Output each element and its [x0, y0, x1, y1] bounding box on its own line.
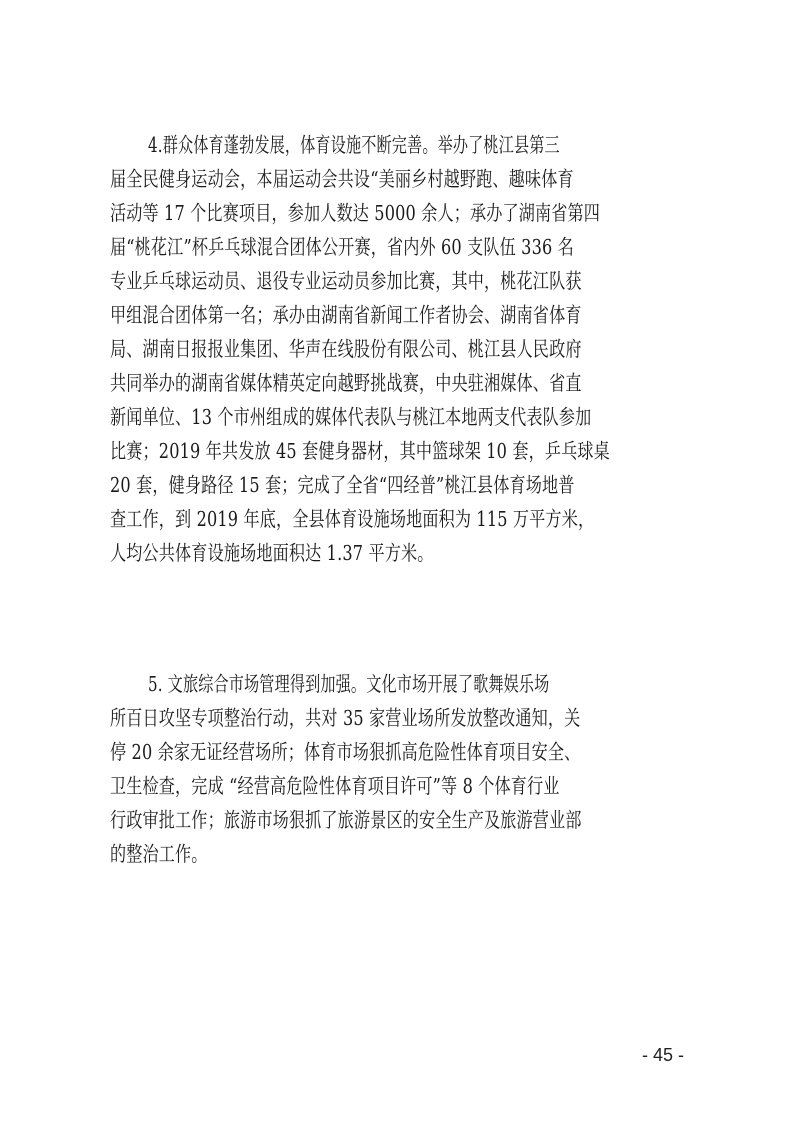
- text-line: 甲组混合团体第一名；承办由湖南省新闻工作者协会、湖南省体育: [110, 303, 582, 327]
- text-line: 的整治工作。: [110, 842, 208, 866]
- text-line: 比赛；2019 年共发放 45 套健身器材，其中篮球架 10 套，乒乓球桌: [110, 439, 610, 463]
- text-line: 专业乒乓球运动员、退役专业运动员参加比赛，其中，桃花江队获: [110, 269, 582, 293]
- text-line: 行政审批工作；旅游市场狠抓了旅游景区的安全生产及旅游营业部: [110, 808, 582, 832]
- text-line: 届全民健身运动会，本届运动会共设“美丽乡村越野跑、趣味体育: [110, 167, 574, 191]
- text-line: 卫生检查，完成 “经营高危险性体育项目许可”等 8 个体育行业: [110, 774, 560, 798]
- text-line: 人均公共体育设施场地面积达 1.37 平方米。: [110, 541, 434, 565]
- text-line: 5. 文旅综合市场管理得到加强。文化市场开展了歌舞娱乐场: [148, 672, 550, 696]
- text-line: 局、湖南日报报业集团、华声在线股份有限公司、桃江县人民政府: [110, 337, 582, 361]
- text-line: 届“桃花江”杯乒乓球混合团体公开赛，省内外 60 支队伍 336 名: [110, 235, 574, 259]
- text-line: 共同举办的湖南省媒体精英定向越野挑战赛，中央驻湘媒体、省直: [110, 371, 582, 395]
- text-line: 活动等 17 个比赛项目，参加人数达 5000 余人；承办了湖南省第四: [110, 201, 601, 225]
- text-line: 20 套，健身路径 15 套；完成了全省“四经普”桃江县体育场地普: [110, 473, 575, 497]
- text-line: 所百日攻坚专项整治行动，共对 35 家营业场所发放整改通知，关: [110, 706, 581, 730]
- page-number: - 45 -: [642, 1045, 685, 1065]
- text-line: 查工作，到 2019 年底，全县体育设施场地面积为 115 万平方米，: [110, 507, 595, 531]
- text-line: 4.群众体育蓬勃发展，体育设施不断完善。举办了桃江县第三: [148, 133, 560, 157]
- text-line: 新闻单位、13 个市州组成的媒体代表队与桃江本地两支代表队参加: [110, 405, 592, 429]
- text-line: 停 20 余家无证经营场所；体育市场狠抓高危险性体育项目安全、: [110, 740, 581, 764]
